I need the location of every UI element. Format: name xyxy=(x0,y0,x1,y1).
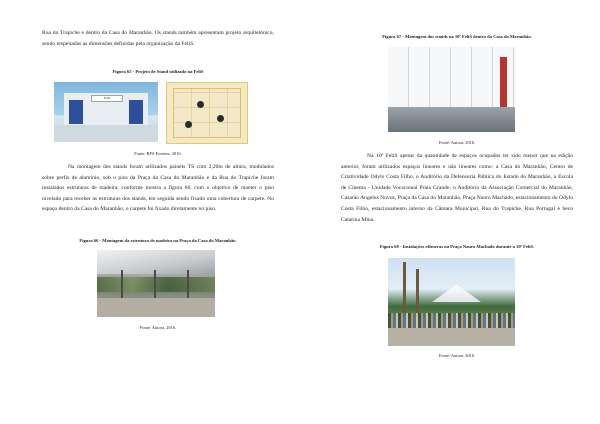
figure-68-title: Figura 68 - Instalações efêmeras na Praça Nauro Machado durante a 10ª FeliS. xyxy=(379,244,535,249)
figure-67-source: Fonte: Autora, 2016. xyxy=(438,140,476,145)
figure-66-photo xyxy=(97,250,215,317)
body-paragraph-right: Na 10ª FeliS apesar da quantidade de espaços ocupados ter sido menor que na edição anterior, foram utilizados espaços lineares e não lineares como: a Casa do Maranhão, Centro de Criatividade Odylo Costa Filho, o Auditório da Defensoria Pública do Estado do Maranhão, a Escola de Cinema - Unidade Vocacional Praia Grande, o Auditório da Associação Comercial do Maranhão, Casarão Angelus Novus, Praça da Casa do Maranhão, Praça Nauro Machado, estacionamento do Odylo Costa Filho, estacionamento interno da Câmara Municipal, Rua do Trapiche, Rua Portugal e beco Catarina Mina. xyxy=(341,153,573,223)
stand-render-sign: FeliS xyxy=(91,95,122,102)
figure-65-title: Figura 65 - Projeto de Stand utilizado na FeliS xyxy=(112,69,204,74)
figure-68-source: Fonte: Autora, 2016. xyxy=(438,353,476,358)
figure-67-photo xyxy=(388,47,515,132)
figure-67-title: Figura 67 - Montagem dos stands na 10ª FeliS dentro da Casa do Maranhão. xyxy=(382,34,532,39)
body-paragraph-left: Na montagem dos stands foram utilizados painéis TS com 2,20m de altura, modulados sobre perfis de alumínio, sob o piso da Praça da Casa do Maranhão e da Rua do Trapiche foram instalados estruturas de madeira, conforme mostra a figura 66, com o objetivo de manter o piso nivelado para receber as estruturas dos stands, em seguida sendo fixado uma cobertura de carpete. No espaço dentro da Casa do Maranhão, o carpete foi fixado diretamente no piso. xyxy=(42,164,274,213)
figure-66-title: Figura 66 - Montagem da estrutura de madeira na Praça da Casa do Maranhão. xyxy=(79,238,237,243)
figure-65-stand-floor-plan xyxy=(166,82,248,144)
figure-66-source: Fonte: Autora, 2016. xyxy=(139,325,177,330)
intro-paragraph: Rua do Trapiche e dentro da Casa do Maranhão. Os stands também apresentam projeto arquitetônico, sendo respeitadas as dimensões definidas pela organização da FeliS. xyxy=(42,30,274,47)
figure-68-photo xyxy=(388,258,515,346)
figure-65-stand-render-front xyxy=(54,82,158,142)
figure-65-source: Fonte: RFS Eventos, 2016. xyxy=(134,151,182,156)
